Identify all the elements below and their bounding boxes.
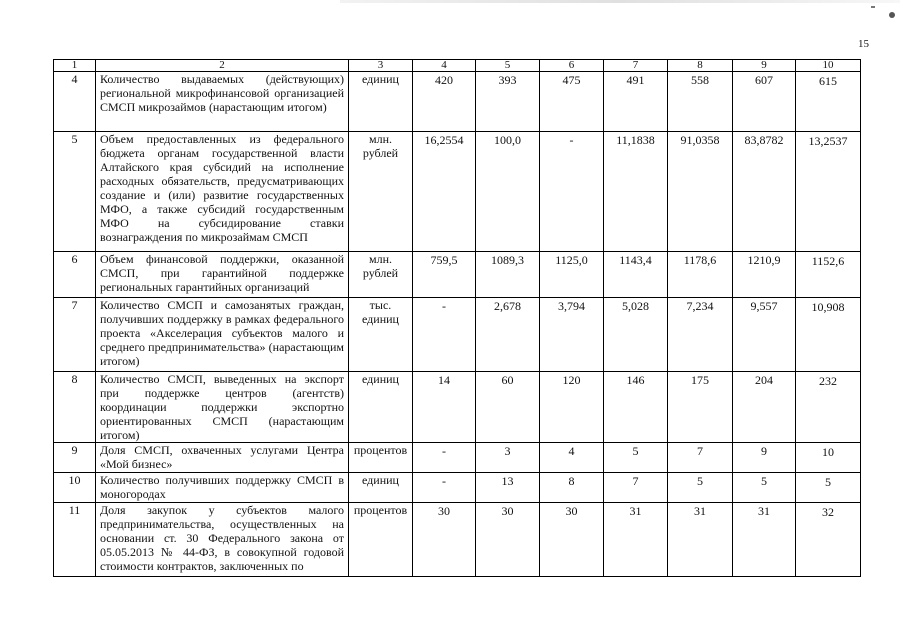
indicator-description: Количество СМСП, выведенных на экспорт при поддержке центров (агентств) координации поддержки экспортно ориентированных СМСП (нарастающим итогом) xyxy=(96,372,349,443)
table-row xyxy=(54,443,861,473)
value-cell: 30 xyxy=(476,503,540,577)
unit-of-measure: тыс. единиц xyxy=(349,298,413,372)
table-row xyxy=(54,372,861,443)
row-number: 6 xyxy=(54,252,96,298)
row-number: 4 xyxy=(54,72,96,132)
value-cell: 7 xyxy=(604,473,668,503)
value-cell: 10 xyxy=(796,443,861,473)
indicators-table xyxy=(53,59,861,577)
unit-of-measure: млн. рублей xyxy=(349,252,413,298)
row-number: 7 xyxy=(54,298,96,372)
value-cell: 13 xyxy=(476,473,540,503)
table-header-row xyxy=(54,60,861,72)
value-cell: 16,2554 xyxy=(413,132,476,252)
indicator-description: Количество СМСП и самозанятых граждан, получивших поддержку в рамках федерального проекта «Акселерация субъектов малого и среднего предпринимательства» (нарастающим итогом) xyxy=(96,298,349,372)
value-cell: 1178,6 xyxy=(668,252,733,298)
header-cell: 4 xyxy=(413,60,476,72)
value-cell: - xyxy=(540,132,604,252)
table-row xyxy=(54,72,861,132)
value-cell: 607 xyxy=(733,72,796,132)
value-cell: 2,678 xyxy=(476,298,540,372)
value-cell: 146 xyxy=(604,372,668,443)
header-cell: 8 xyxy=(668,60,733,72)
unit-of-measure: единиц xyxy=(349,473,413,503)
value-cell: - xyxy=(413,443,476,473)
unit-of-measure: единиц xyxy=(349,372,413,443)
header-cell: 7 xyxy=(604,60,668,72)
header-cell: 5 xyxy=(476,60,540,72)
header-cell: 10 xyxy=(796,60,861,72)
header-cell: 6 xyxy=(540,60,604,72)
value-cell: 31 xyxy=(733,503,796,577)
value-cell: 5 xyxy=(668,473,733,503)
value-cell: 31 xyxy=(604,503,668,577)
value-cell: 175 xyxy=(668,372,733,443)
value-cell: 5 xyxy=(733,473,796,503)
row-number: 11 xyxy=(54,503,96,577)
value-cell: 30 xyxy=(413,503,476,577)
row-number: 10 xyxy=(54,473,96,503)
value-cell: 60 xyxy=(476,372,540,443)
value-cell: 14 xyxy=(413,372,476,443)
indicator-description: Доля СМСП, охваченных услугами Центра «Мой бизнес» xyxy=(96,443,349,473)
table-row xyxy=(54,252,861,298)
value-cell: 7,234 xyxy=(668,298,733,372)
value-cell: 13,2537 xyxy=(796,132,861,252)
value-cell: 420 xyxy=(413,72,476,132)
value-cell: 759,5 xyxy=(413,252,476,298)
value-cell: 9,557 xyxy=(733,298,796,372)
value-cell: 491 xyxy=(604,72,668,132)
value-cell: 1143,4 xyxy=(604,252,668,298)
value-cell: 120 xyxy=(540,372,604,443)
value-cell: 558 xyxy=(668,72,733,132)
scan-artifact-dot xyxy=(889,12,895,18)
table-row xyxy=(54,473,861,503)
table-row xyxy=(54,503,861,577)
scan-artifact-line xyxy=(340,0,900,3)
indicator-description: Объем финансовой поддержки, оказанной СМСП, при гарантийной поддержке региональных гарантийных организаций xyxy=(96,252,349,298)
value-cell: - xyxy=(413,298,476,372)
value-cell: - xyxy=(413,473,476,503)
value-cell: 615 xyxy=(796,72,861,132)
indicator-description: Количество выдаваемых (действующих) региональной микрофинансовой организацией СМСП микрозаймов (нарастающим итогом) xyxy=(96,72,349,132)
value-cell: 5 xyxy=(796,473,861,503)
value-cell: 83,8782 xyxy=(733,132,796,252)
value-cell: 393 xyxy=(476,72,540,132)
page-number: 15 xyxy=(858,38,869,50)
value-cell: 1152,6 xyxy=(796,252,861,298)
value-cell: 31 xyxy=(668,503,733,577)
table-row xyxy=(54,298,861,372)
value-cell: 5 xyxy=(604,443,668,473)
value-cell: 4 xyxy=(540,443,604,473)
value-cell: 7 xyxy=(668,443,733,473)
indicator-description: Доля закупок у субъектов малого предпринимательства, осуществленных на основании ст. 30 Федерального закона от 05.05.2013 № 44-ФЗ, в совокупной годовой стоимости контрактов, заключенных по xyxy=(96,503,349,577)
row-number: 8 xyxy=(54,372,96,443)
value-cell: 30 xyxy=(540,503,604,577)
value-cell: 91,0358 xyxy=(668,132,733,252)
header-cell: 9 xyxy=(733,60,796,72)
scan-artifact-mark xyxy=(871,6,875,8)
value-cell: 3,794 xyxy=(540,298,604,372)
header-cell: 3 xyxy=(349,60,413,72)
table-row xyxy=(54,132,861,252)
indicator-description: Количество получивших поддержку СМСП в моногородах xyxy=(96,473,349,503)
indicator-description: Объем предоставленных из федерального бюджета органам государственной власти Алтайского края субсидий на исполнение расходных обязательств, предусматривающих создание и (или) развитие государственных МФО, а также субсидий государственным МФО на субсидирование ставки вознаграждения по микрозаймам СМСП xyxy=(96,132,349,252)
value-cell: 204 xyxy=(733,372,796,443)
value-cell: 3 xyxy=(476,443,540,473)
unit-of-measure: процентов xyxy=(349,443,413,473)
value-cell: 1089,3 xyxy=(476,252,540,298)
unit-of-measure: млн. рублей xyxy=(349,132,413,252)
header-cell: 1 xyxy=(54,60,96,72)
header-cell: 2 xyxy=(96,60,349,72)
value-cell: 475 xyxy=(540,72,604,132)
value-cell: 232 xyxy=(796,372,861,443)
value-cell: 11,1838 xyxy=(604,132,668,252)
row-number: 5 xyxy=(54,132,96,252)
value-cell: 100,0 xyxy=(476,132,540,252)
unit-of-measure: единиц xyxy=(349,72,413,132)
value-cell: 32 xyxy=(796,503,861,577)
value-cell: 8 xyxy=(540,473,604,503)
row-number: 9 xyxy=(54,443,96,473)
value-cell: 1125,0 xyxy=(540,252,604,298)
unit-of-measure: процентов xyxy=(349,503,413,577)
value-cell: 9 xyxy=(733,443,796,473)
value-cell: 10,908 xyxy=(796,298,861,372)
value-cell: 5,028 xyxy=(604,298,668,372)
value-cell: 1210,9 xyxy=(733,252,796,298)
